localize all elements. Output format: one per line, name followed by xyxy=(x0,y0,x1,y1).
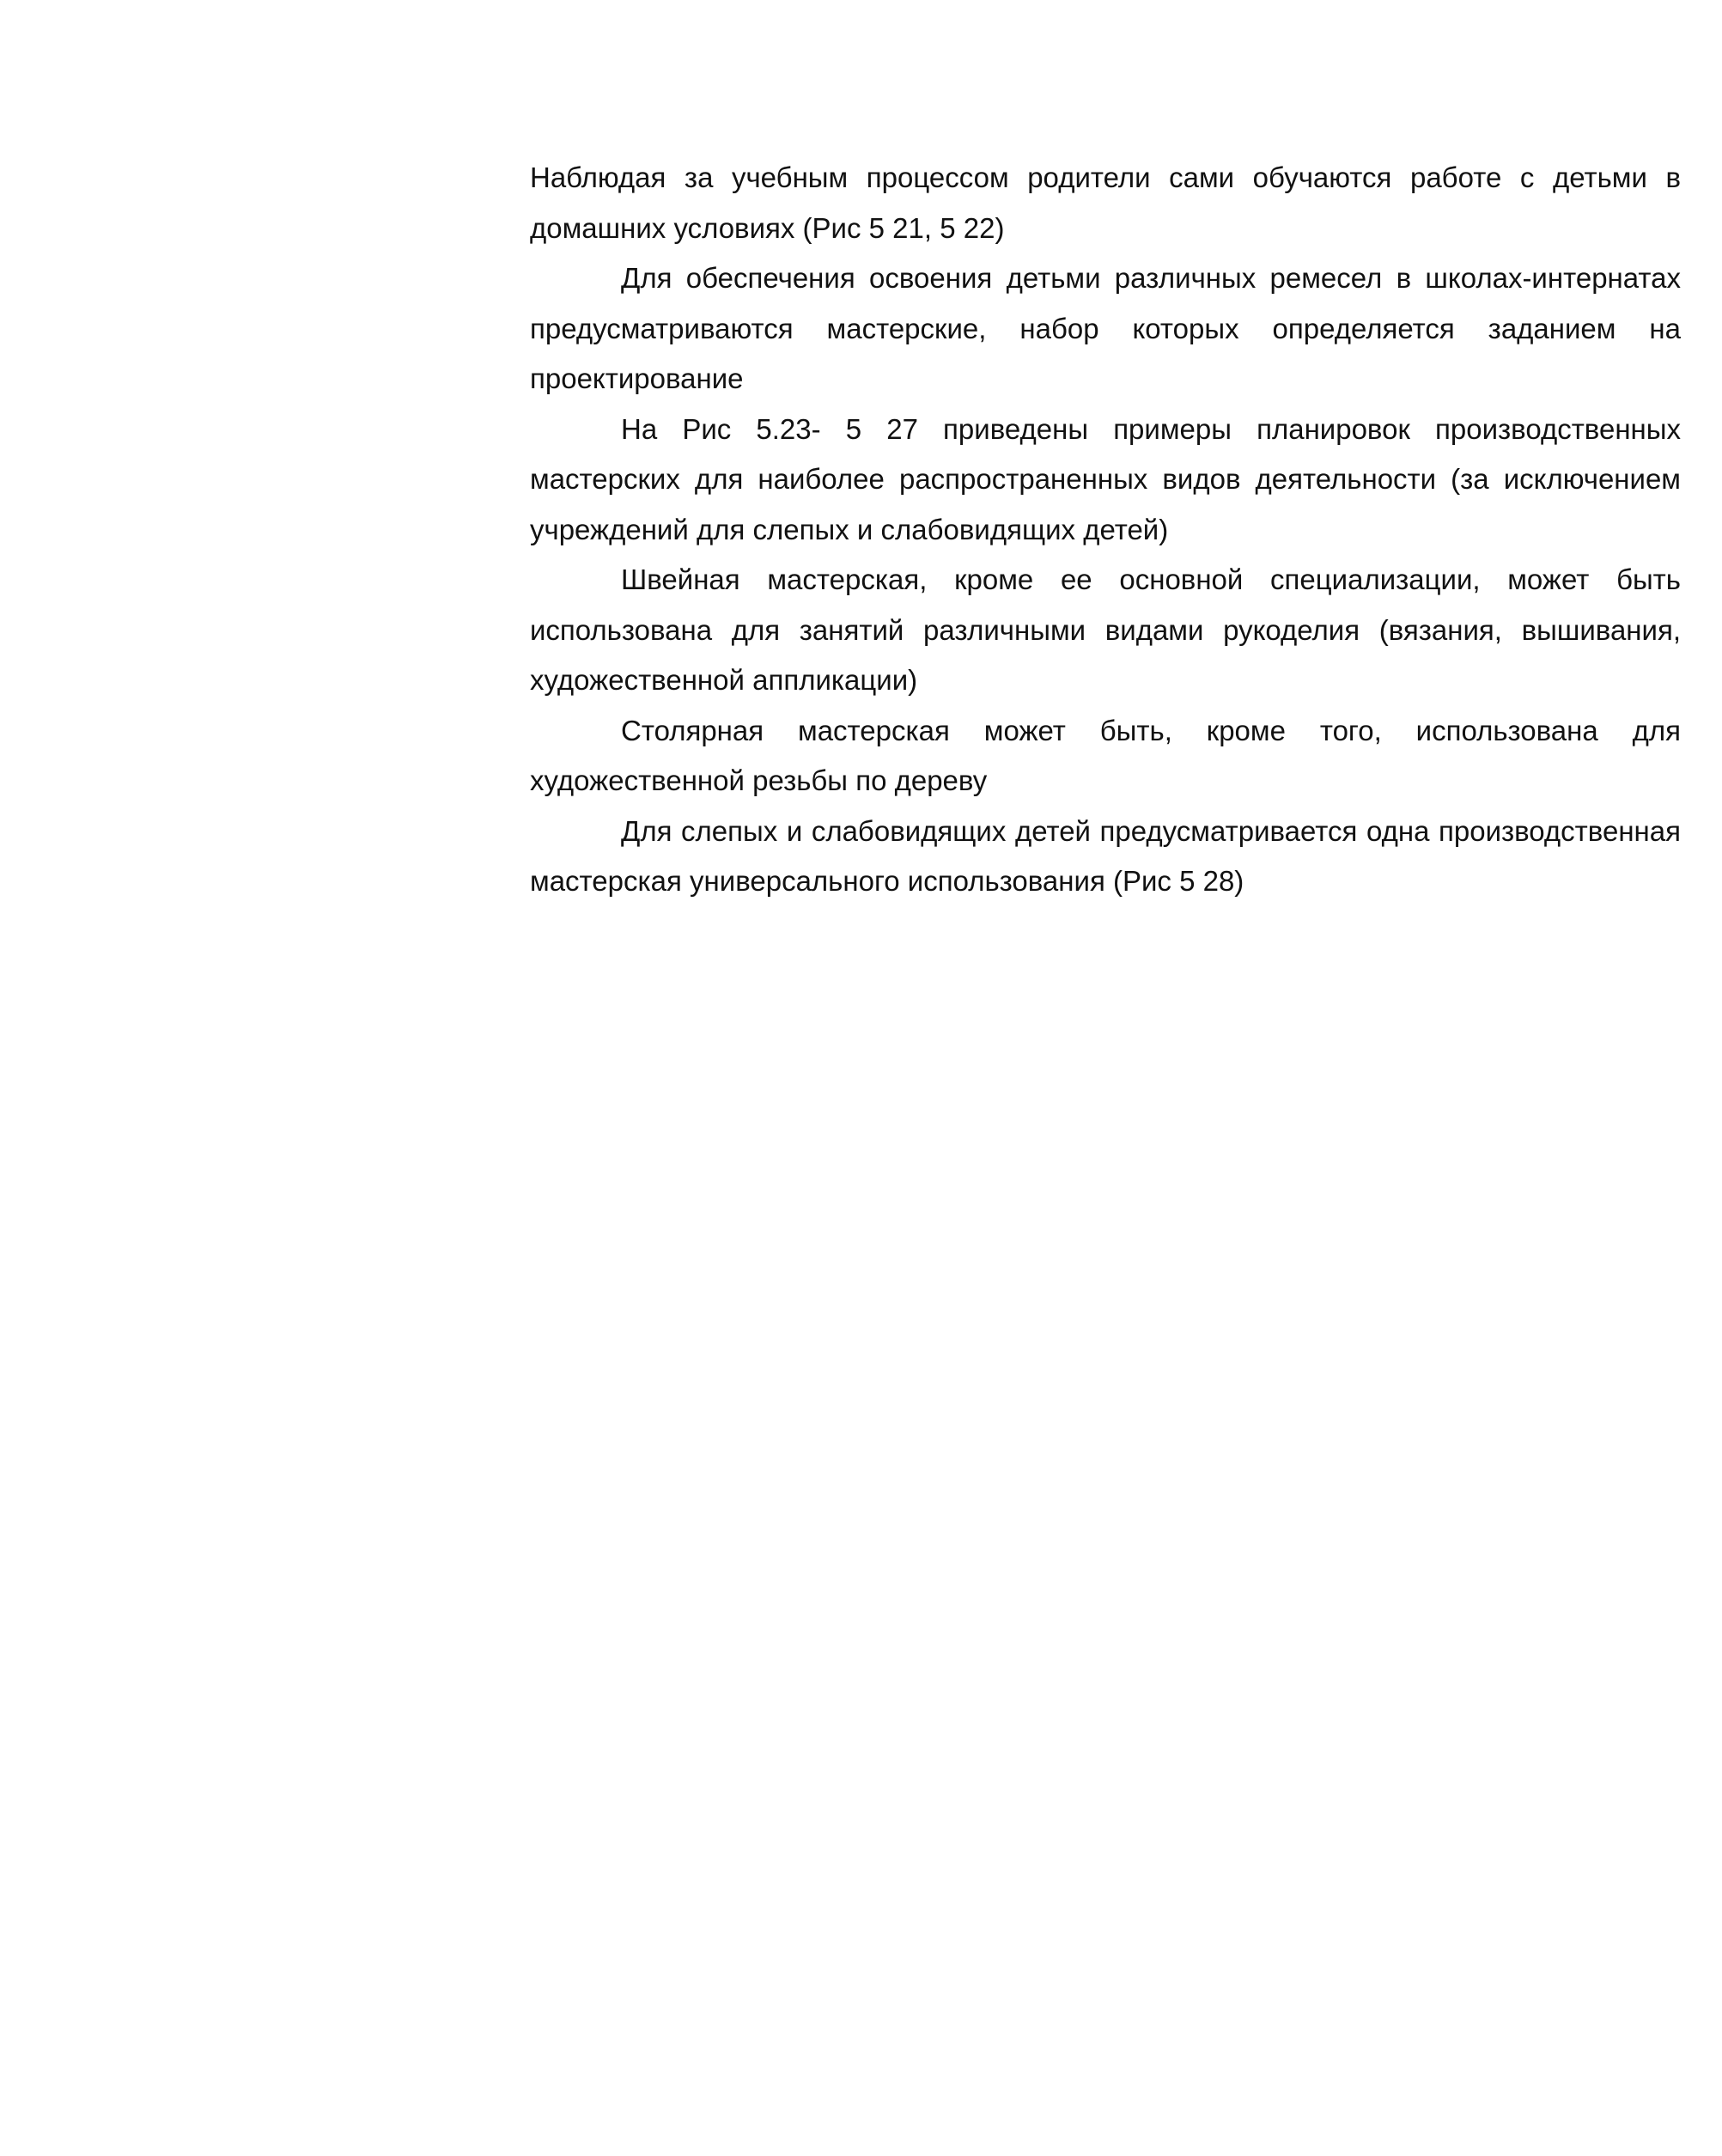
paragraph-2: Для обеспечения освоения детьми различных ремесел в школах-интернатах предусматриваются мастерские, набор которых определяется заданием на проектирование xyxy=(530,262,1681,394)
paragraph-4: Швейная мастерская, кроме ее основной специализации, может быть использована для занятий различными видами рукоделия (вязания, вышивания, художественной аппликации) xyxy=(530,563,1681,696)
paragraph-5: Столярная мастерская может быть, кроме того, использована для художественной резьбы по дереву xyxy=(530,714,1681,796)
paragraph-6: Для слепых и слабовидящих детей предусматривается одна производственная мастерская универсального использования (Рис 5 28) xyxy=(530,814,1681,897)
body-text xyxy=(530,153,1681,907)
paragraph-1: Наблюдая за учебным процессом родители сами обучаются работе с детьми в домашних условиях (Рис 5 21, 5 22) xyxy=(530,161,1681,244)
paragraph-3: На Рис 5.23- 5 27 приведены примеры планировок производственных мастерских для наиболее распространенных видов деятельности (за исключением учреждений для слепых и слабовидящих детей) xyxy=(530,412,1681,545)
